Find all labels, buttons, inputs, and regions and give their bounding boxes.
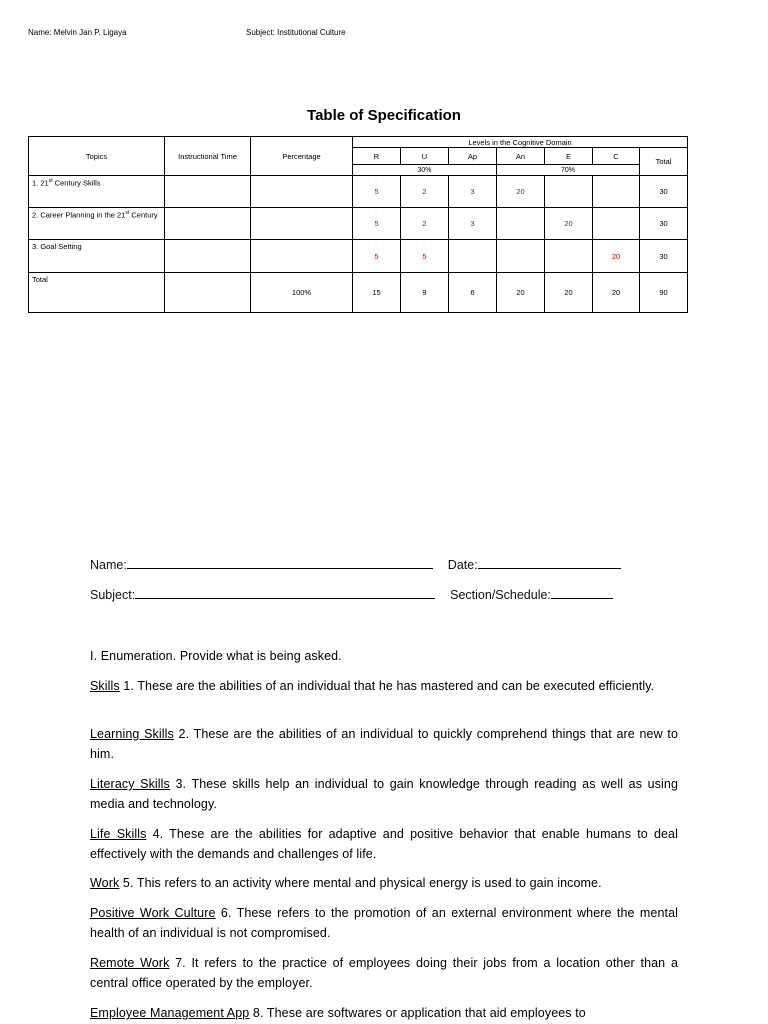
level-an: An <box>497 148 545 165</box>
topic-cell: 2. Career Planning in the 21st Century <box>29 208 165 240</box>
topic-cell: 1. 21st Century Skills <box>29 176 165 208</box>
cell-ap: 3 <box>449 176 497 208</box>
cell-e <box>545 176 593 208</box>
header-total: Total <box>640 148 688 176</box>
page-title: Table of Specification <box>307 107 461 124</box>
lower-order-percentage: 30% <box>353 165 497 176</box>
name-field[interactable] <box>127 556 433 569</box>
cell-c <box>593 176 640 208</box>
date-field[interactable] <box>478 556 621 569</box>
header-cognitive-domain: Levels in the Cognitive Domain <box>353 137 688 148</box>
total-e: 20 <box>545 273 593 313</box>
cell-r: 5 <box>353 240 401 273</box>
subject-field[interactable] <box>135 586 435 599</box>
cell-total: 30 <box>640 240 688 273</box>
quiz-question: 6. These refers to the promotion of an external environment where the mental health of an individual is not compromised. <box>90 906 679 940</box>
table-row <box>29 208 688 240</box>
quiz-answer: Literacy Skills <box>90 777 170 791</box>
quiz-subject-label: Subject: <box>90 588 136 602</box>
table-row <box>29 240 688 273</box>
cell-u: 5 <box>401 240 449 273</box>
quiz-item <box>90 774 678 814</box>
header-subject: Subject: Institutional Culture <box>246 28 346 37</box>
table-row <box>29 176 688 208</box>
quiz-answer: Positive Work Culture <box>90 906 216 920</box>
topic-cell: 3. Goal Setting <box>29 240 165 273</box>
cell-e <box>545 240 593 273</box>
header-name: Name: Melvin Jan P. Ligaya <box>28 28 127 37</box>
quiz-item <box>90 824 678 864</box>
quiz-answer: Skills <box>90 679 120 693</box>
cell-r: 5 <box>353 176 401 208</box>
header-topics: Topics <box>29 137 165 176</box>
cell-c: 20 <box>593 240 640 273</box>
quiz-date-label: Date: <box>447 558 478 572</box>
quiz-instruction: I. Enumeration. Provide what is being asked. <box>90 649 342 663</box>
quiz-answer: Learning Skills <box>90 727 174 741</box>
cell-ap: 3 <box>449 208 497 240</box>
cell-an <box>497 240 545 273</box>
total-an: 20 <box>497 273 545 313</box>
cell-total: 30 <box>640 208 688 240</box>
quiz-item <box>90 953 678 993</box>
header-percentage: Percentage <box>251 137 353 176</box>
total-total: 90 <box>640 273 688 313</box>
quiz-section-label: Section/Schedule: <box>450 588 551 602</box>
quiz-name-row <box>90 555 678 575</box>
level-e: E <box>545 148 593 165</box>
quiz-name-label: Name: <box>90 558 127 572</box>
quiz-subject-row <box>90 585 678 605</box>
cell-e: 20 <box>545 208 593 240</box>
total-c: 20 <box>593 273 640 313</box>
section-field[interactable] <box>551 586 613 599</box>
total-label: Total <box>29 273 165 313</box>
total-percentage: 100% <box>251 273 353 313</box>
quiz-question: 1. These are the abilities of an individual that he has mastered and can be executed efficiently. <box>119 679 655 693</box>
cell-an: 20 <box>497 176 545 208</box>
quiz-item <box>90 676 678 696</box>
level-r: R <box>353 148 401 165</box>
level-u: U <box>401 148 449 165</box>
total-ap: 6 <box>449 273 497 313</box>
cell-ap <box>449 240 497 273</box>
quiz-question: 3. These skills help an individual to gain knowledge through reading as well as using media and technology. <box>90 777 678 811</box>
total-u: 9 <box>401 273 449 313</box>
cell-u: 2 <box>401 176 449 208</box>
quiz-item <box>90 873 678 893</box>
quiz-question: 8. These are softwares or application that aid employees to <box>249 1006 586 1020</box>
specification-table <box>28 136 688 313</box>
quiz-question: 7. It refers to the practice of employees doing their jobs from a location other than a central office operated by the employer. <box>90 956 678 990</box>
quiz-item <box>90 1003 678 1023</box>
higher-order-percentage: 70% <box>497 165 640 176</box>
header-instructional-time: Instructional Time <box>165 137 251 176</box>
quiz-question: 5. This refers to an activity where mental and physical energy is used to gain income. <box>119 876 602 890</box>
total-row <box>29 273 688 313</box>
total-r: 15 <box>353 273 401 313</box>
quiz-question: 4. These are the abilities for adaptive and positive behavior that enable humans to deal effectively with the demands and challenges of life. <box>90 827 678 861</box>
cell-c <box>593 208 640 240</box>
quiz-answer: Employee Management App <box>90 1006 250 1020</box>
level-ap: Ap <box>449 148 497 165</box>
cell-an <box>497 208 545 240</box>
quiz-answer: Work <box>90 876 120 890</box>
quiz-answer: Remote Work <box>90 956 170 970</box>
quiz-item <box>90 903 678 943</box>
cell-total: 30 <box>640 176 688 208</box>
quiz-question: 2. These are the abilities of an individual to quickly comprehend things that are new to him. <box>90 727 679 761</box>
cell-u: 2 <box>401 208 449 240</box>
cell-r: 5 <box>353 208 401 240</box>
quiz-item <box>90 724 678 764</box>
level-c: C <box>593 148 640 165</box>
quiz-answer: Life Skills <box>90 827 147 841</box>
